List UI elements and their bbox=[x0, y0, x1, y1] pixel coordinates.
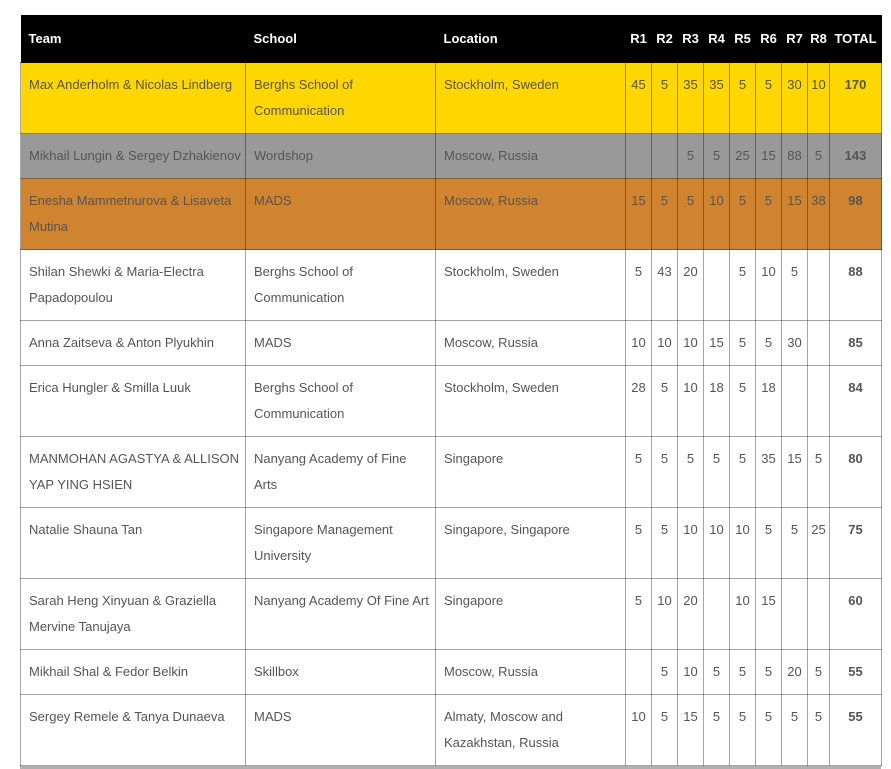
column-header-location: Location bbox=[436, 15, 626, 63]
score-cell-r2: 5 bbox=[652, 508, 678, 579]
score-cell-r8 bbox=[808, 250, 830, 321]
score-cell-r2: 5 bbox=[652, 63, 678, 134]
table-row bbox=[21, 508, 882, 579]
score-cell-r2: 5 bbox=[652, 695, 678, 766]
team-cell: MANMOHAN AGASTYA & ALLISON YAP YING HSIEN bbox=[21, 437, 246, 508]
score-cell-r8 bbox=[808, 321, 830, 366]
score-cell-r1: 10 bbox=[626, 695, 652, 766]
location-cell: Moscow, Russia bbox=[436, 134, 626, 179]
score-cell-r6: 35 bbox=[756, 437, 782, 508]
score-cell-r1: 5 bbox=[626, 579, 652, 650]
score-cell-r6: 10 bbox=[756, 250, 782, 321]
score-cell-r7: 15 bbox=[782, 437, 808, 508]
score-cell-r1: 28 bbox=[626, 366, 652, 437]
score-cell-r3: 20 bbox=[678, 250, 704, 321]
team-cell: Mikhail Shal & Fedor Belkin bbox=[21, 650, 246, 695]
table-row bbox=[21, 366, 882, 437]
total-cell: 60 bbox=[830, 579, 882, 650]
score-cell-r8: 5 bbox=[808, 695, 830, 766]
score-cell-r8 bbox=[808, 579, 830, 650]
score-cell-r1 bbox=[626, 134, 652, 179]
table-row bbox=[21, 321, 882, 366]
score-cell-r5: 5 bbox=[730, 437, 756, 508]
score-cell-r2: 43 bbox=[652, 250, 678, 321]
score-cell-r3: 5 bbox=[678, 179, 704, 250]
column-header-total: TOTAL bbox=[830, 15, 882, 63]
score-cell-r7: 20 bbox=[782, 650, 808, 695]
total-cell: 84 bbox=[830, 366, 882, 437]
column-header-r6: R6 bbox=[756, 15, 782, 63]
score-cell-r4: 15 bbox=[704, 321, 730, 366]
score-cell-r4: 5 bbox=[704, 695, 730, 766]
score-cell-r6: 5 bbox=[756, 179, 782, 250]
score-cell-r1: 5 bbox=[626, 508, 652, 579]
team-cell: Shilan Shewki & Maria-Electra Papadopoulou bbox=[21, 250, 246, 321]
score-cell-r3: 5 bbox=[678, 437, 704, 508]
score-cell-r1: 5 bbox=[626, 437, 652, 508]
score-cell-r5: 10 bbox=[730, 508, 756, 579]
score-cell-r5: 5 bbox=[730, 366, 756, 437]
score-cell-r5: 5 bbox=[730, 63, 756, 134]
total-cell: 75 bbox=[830, 508, 882, 579]
table-row bbox=[21, 250, 882, 321]
column-header-team: Team bbox=[21, 15, 246, 63]
score-cell-r2: 5 bbox=[652, 179, 678, 250]
score-cell-r3: 10 bbox=[678, 321, 704, 366]
score-cell-r2: 5 bbox=[652, 437, 678, 508]
team-cell: Erica Hungler & Smilla Luuk bbox=[21, 366, 246, 437]
score-cell-r2: 10 bbox=[652, 321, 678, 366]
score-cell-r2 bbox=[652, 134, 678, 179]
score-cell-r1: 10 bbox=[626, 321, 652, 366]
table-header bbox=[21, 15, 882, 63]
location-cell: Moscow, Russia bbox=[436, 650, 626, 695]
location-cell: Stockholm, Sweden bbox=[436, 366, 626, 437]
column-header-r2: R2 bbox=[652, 15, 678, 63]
location-cell: Singapore, Singapore bbox=[436, 508, 626, 579]
score-cell-r5: 25 bbox=[730, 134, 756, 179]
location-cell: Stockholm, Sweden bbox=[436, 63, 626, 134]
team-cell: Sergey Remele & Tanya Dunaeva bbox=[21, 695, 246, 766]
score-cell-r5: 10 bbox=[730, 579, 756, 650]
score-cell-r6: 5 bbox=[756, 650, 782, 695]
table-row bbox=[21, 179, 882, 250]
school-cell: Nanyang Academy of Fine Arts bbox=[246, 437, 436, 508]
team-cell: Max Anderholm & Nicolas Lindberg bbox=[21, 63, 246, 134]
team-cell: Natalie Shauna Tan bbox=[21, 508, 246, 579]
team-cell: Mikhail Lungin & Sergey Dzhakienov bbox=[21, 134, 246, 179]
column-header-r8: R8 bbox=[808, 15, 830, 63]
table-body bbox=[21, 63, 882, 766]
score-cell-r7: 5 bbox=[782, 250, 808, 321]
score-cell-r4: 10 bbox=[704, 508, 730, 579]
score-cell-r7 bbox=[782, 366, 808, 437]
score-cell-r2: 5 bbox=[652, 650, 678, 695]
score-cell-r3: 15 bbox=[678, 695, 704, 766]
table-row bbox=[21, 63, 882, 134]
score-cell-r3: 10 bbox=[678, 366, 704, 437]
location-cell: Moscow, Russia bbox=[436, 321, 626, 366]
score-cell-r7 bbox=[782, 579, 808, 650]
score-cell-r3: 10 bbox=[678, 508, 704, 579]
score-cell-r5: 5 bbox=[730, 650, 756, 695]
school-cell: Berghs School of Communication bbox=[246, 63, 436, 134]
score-cell-r3: 35 bbox=[678, 63, 704, 134]
score-cell-r5: 5 bbox=[730, 179, 756, 250]
score-cell-r8: 38 bbox=[808, 179, 830, 250]
school-cell: Skillbox bbox=[246, 650, 436, 695]
column-header-r1: R1 bbox=[626, 15, 652, 63]
total-cell: 55 bbox=[830, 695, 882, 766]
score-cell-r7: 30 bbox=[782, 63, 808, 134]
table-row bbox=[21, 134, 882, 179]
location-cell: Stockholm, Sweden bbox=[436, 250, 626, 321]
location-cell: Singapore bbox=[436, 579, 626, 650]
score-cell-r5: 5 bbox=[730, 695, 756, 766]
score-cell-r8 bbox=[808, 366, 830, 437]
score-cell-r4: 5 bbox=[704, 134, 730, 179]
table-row bbox=[21, 579, 882, 650]
score-cell-r8: 5 bbox=[808, 650, 830, 695]
total-cell: 170 bbox=[830, 63, 882, 134]
team-cell: Enesha Mammetnurova & Lisaveta Mutina bbox=[21, 179, 246, 250]
score-cell-r6: 5 bbox=[756, 695, 782, 766]
score-cell-r6: 5 bbox=[756, 321, 782, 366]
total-cell: 98 bbox=[830, 179, 882, 250]
score-cell-r7: 15 bbox=[782, 179, 808, 250]
score-cell-r5: 5 bbox=[730, 321, 756, 366]
school-cell: MADS bbox=[246, 695, 436, 766]
score-cell-r5: 5 bbox=[730, 250, 756, 321]
score-cell-r6: 15 bbox=[756, 579, 782, 650]
score-cell-r6: 5 bbox=[756, 508, 782, 579]
column-header-r3: R3 bbox=[678, 15, 704, 63]
score-cell-r4 bbox=[704, 579, 730, 650]
team-cell: Anna Zaitseva & Anton Plyukhin bbox=[21, 321, 246, 366]
score-cell-r6: 15 bbox=[756, 134, 782, 179]
column-header-r4: R4 bbox=[704, 15, 730, 63]
score-cell-r1: 45 bbox=[626, 63, 652, 134]
score-cell-r2: 5 bbox=[652, 366, 678, 437]
leaderboard-table bbox=[20, 15, 882, 766]
score-cell-r1 bbox=[626, 650, 652, 695]
score-cell-r6: 18 bbox=[756, 366, 782, 437]
table-row bbox=[21, 437, 882, 508]
school-cell: Wordshop bbox=[246, 134, 436, 179]
table-row bbox=[21, 650, 882, 695]
school-cell: Berghs School of Communication bbox=[246, 366, 436, 437]
score-cell-r7: 88 bbox=[782, 134, 808, 179]
score-cell-r8: 5 bbox=[808, 134, 830, 179]
score-cell-r3: 20 bbox=[678, 579, 704, 650]
school-cell: Berghs School of Communication bbox=[246, 250, 436, 321]
school-cell: MADS bbox=[246, 179, 436, 250]
table-row bbox=[21, 695, 882, 766]
school-cell: Nanyang Academy Of Fine Art bbox=[246, 579, 436, 650]
score-cell-r6: 5 bbox=[756, 63, 782, 134]
location-cell: Singapore bbox=[436, 437, 626, 508]
school-cell: Singapore Management University bbox=[246, 508, 436, 579]
header-row bbox=[21, 15, 882, 63]
score-cell-r1: 5 bbox=[626, 250, 652, 321]
score-cell-r8: 10 bbox=[808, 63, 830, 134]
score-cell-r7: 5 bbox=[782, 508, 808, 579]
score-cell-r4 bbox=[704, 250, 730, 321]
column-header-school: School bbox=[246, 15, 436, 63]
school-cell: MADS bbox=[246, 321, 436, 366]
score-cell-r4: 5 bbox=[704, 437, 730, 508]
total-cell: 80 bbox=[830, 437, 882, 508]
score-cell-r3: 5 bbox=[678, 134, 704, 179]
total-cell: 55 bbox=[830, 650, 882, 695]
score-cell-r4: 35 bbox=[704, 63, 730, 134]
column-header-r7: R7 bbox=[782, 15, 808, 63]
score-cell-r3: 10 bbox=[678, 650, 704, 695]
team-cell: Sarah Heng Xinyuan & Graziella Mervine Tanujaya bbox=[21, 579, 246, 650]
score-cell-r2: 10 bbox=[652, 579, 678, 650]
score-cell-r8: 5 bbox=[808, 437, 830, 508]
column-header-r5: R5 bbox=[730, 15, 756, 63]
score-cell-r1: 15 bbox=[626, 179, 652, 250]
total-cell: 85 bbox=[830, 321, 882, 366]
score-cell-r8: 25 bbox=[808, 508, 830, 579]
location-cell: Almaty, Moscow and Kazakhstan, Russia bbox=[436, 695, 626, 766]
location-cell: Moscow, Russia bbox=[436, 179, 626, 250]
score-cell-r4: 18 bbox=[704, 366, 730, 437]
total-cell: 88 bbox=[830, 250, 882, 321]
score-cell-r4: 5 bbox=[704, 650, 730, 695]
score-cell-r4: 10 bbox=[704, 179, 730, 250]
score-cell-r7: 30 bbox=[782, 321, 808, 366]
score-cell-r7: 5 bbox=[782, 695, 808, 766]
total-cell: 143 bbox=[830, 134, 882, 179]
